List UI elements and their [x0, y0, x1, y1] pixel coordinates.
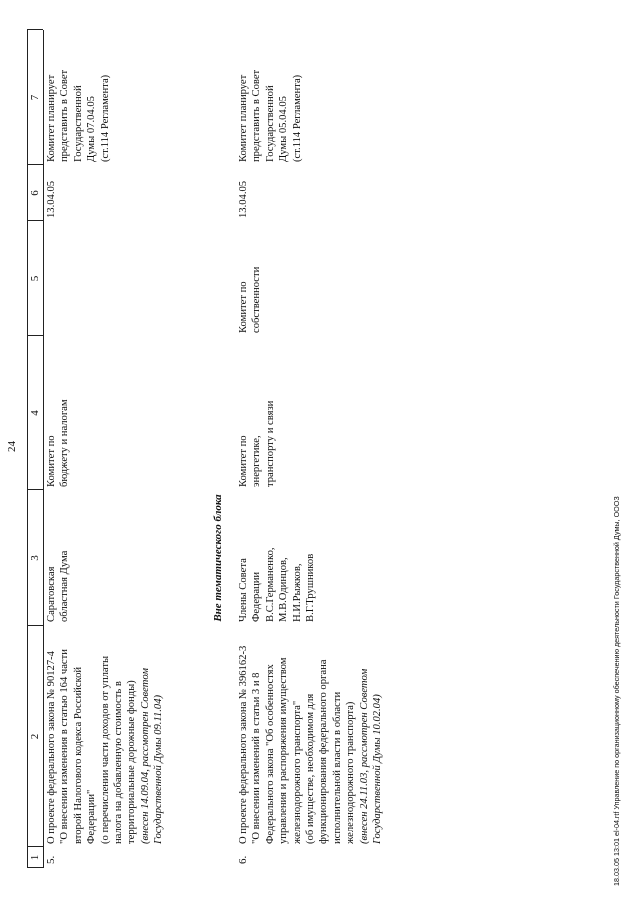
initiator: [45, 492, 72, 622]
plan-note: [237, 32, 304, 162]
initiator: [237, 492, 317, 622]
col-header-4: 4: [29, 410, 41, 416]
text-line: (ст.114 Регламента): [291, 74, 303, 162]
text-line: исполнительной власти в области: [331, 691, 343, 844]
review-date: 13.04.05: [238, 180, 249, 218]
text-line: Саратовская: [46, 566, 57, 622]
document-footer: 18.03.05 13:01 el-04.rtf Управление по организационному обеспечению деятельности Государственной Думы, ОООЗ: [612, 496, 621, 886]
text-line: железнодорожного транспорта": [291, 700, 303, 844]
col-header-1: 1: [29, 854, 41, 861]
text-line: Думы 07.04.05: [86, 96, 98, 162]
co-executor-committee: [237, 223, 264, 333]
review-date: 13.04.05: [46, 180, 57, 218]
text-line: "О внесении изменения в статью 164 части: [59, 649, 71, 844]
bill-description: [237, 628, 384, 844]
text-line: территориальные дорожные фонды): [126, 680, 138, 844]
text-line: железнодорожного транспорта): [345, 701, 357, 844]
text-line: Федерации": [86, 789, 98, 844]
text-line: (внесен 24.11.03, рассмотрен Советом: [358, 668, 370, 844]
text-line: представить в Совет: [251, 69, 263, 162]
text-line: (ст.114 Регламента): [99, 74, 111, 162]
col-header-5: 5: [29, 275, 41, 282]
text-line: налога на добавленную стоимость в: [113, 681, 125, 844]
col-header-7: 7: [29, 94, 41, 101]
text-line: Государственной Думы 09.11.04): [153, 694, 165, 844]
text-line: представить в Совет: [59, 69, 71, 162]
col-header-2: 2: [29, 733, 41, 740]
text-line: управления и распоряжения имуществом: [278, 657, 290, 844]
text-line: В.С.Германенко,: [264, 547, 276, 622]
plan-note: [45, 32, 112, 162]
text-line: О проекте федерального закона № 396162-3: [238, 645, 249, 844]
responsible-committee: [45, 339, 72, 487]
bill-note: [139, 628, 166, 844]
text-line: Комитет планирует: [238, 74, 249, 162]
text-line: В.Г.Трушников: [305, 553, 317, 622]
text-line: второй Налогового кодекса Российской: [72, 666, 84, 844]
text-line: О проекте федерального закона № 90127-4: [46, 651, 57, 844]
text-line: Государственной: [72, 85, 84, 162]
text-line: областная Дума: [59, 550, 71, 622]
section-title: Вне тематического блока: [212, 494, 224, 622]
row-number: 5.: [45, 855, 57, 864]
col-header-3: 3: [29, 555, 41, 561]
bill-title: [237, 628, 358, 844]
responsible-committee: [237, 339, 277, 487]
col-header-6: 6: [29, 190, 41, 196]
text-line: бюджету и налогам: [59, 399, 71, 487]
text-line: Комитет планирует: [46, 74, 57, 162]
text-line: Государственной Думы 10.02.04): [372, 694, 384, 844]
bill-description: [45, 628, 166, 844]
text-line: Думы 05.04.05: [278, 96, 290, 162]
bill-title: [45, 628, 139, 844]
text-line: (внесен 14.09.04, рассмотрен Советом: [139, 668, 151, 844]
text-line: Комитет по: [238, 281, 249, 333]
text-line: Федерального закона "Об особенностях: [264, 664, 276, 844]
text-line: Федерации: [251, 571, 263, 622]
text-line: (об имуществе, необходимом для: [305, 693, 317, 844]
text-line: Комитет по: [46, 435, 57, 487]
text-line: Члены Совета: [238, 558, 249, 622]
text-line: Н.И.Рыжков,: [291, 563, 303, 622]
row-number: 6.: [237, 855, 249, 864]
text-line: (о перечислении части доходов от уплаты: [99, 655, 111, 844]
text-line: энергетике,: [251, 435, 263, 487]
page-number: 24: [6, 441, 18, 452]
text-line: собственности: [251, 266, 263, 333]
header-bottom-rule: [43, 30, 44, 868]
text-line: "О внесении изменений в статьи 3 и 8: [251, 672, 263, 844]
text-line: транспорту и связи: [264, 400, 276, 487]
bill-note: [358, 628, 385, 844]
text-line: Государственной: [264, 85, 276, 162]
text-line: М.В.Одинцов,: [278, 557, 290, 622]
text-line: функционирования федерального органа: [318, 659, 330, 844]
text-line: Комитет по: [238, 435, 249, 487]
